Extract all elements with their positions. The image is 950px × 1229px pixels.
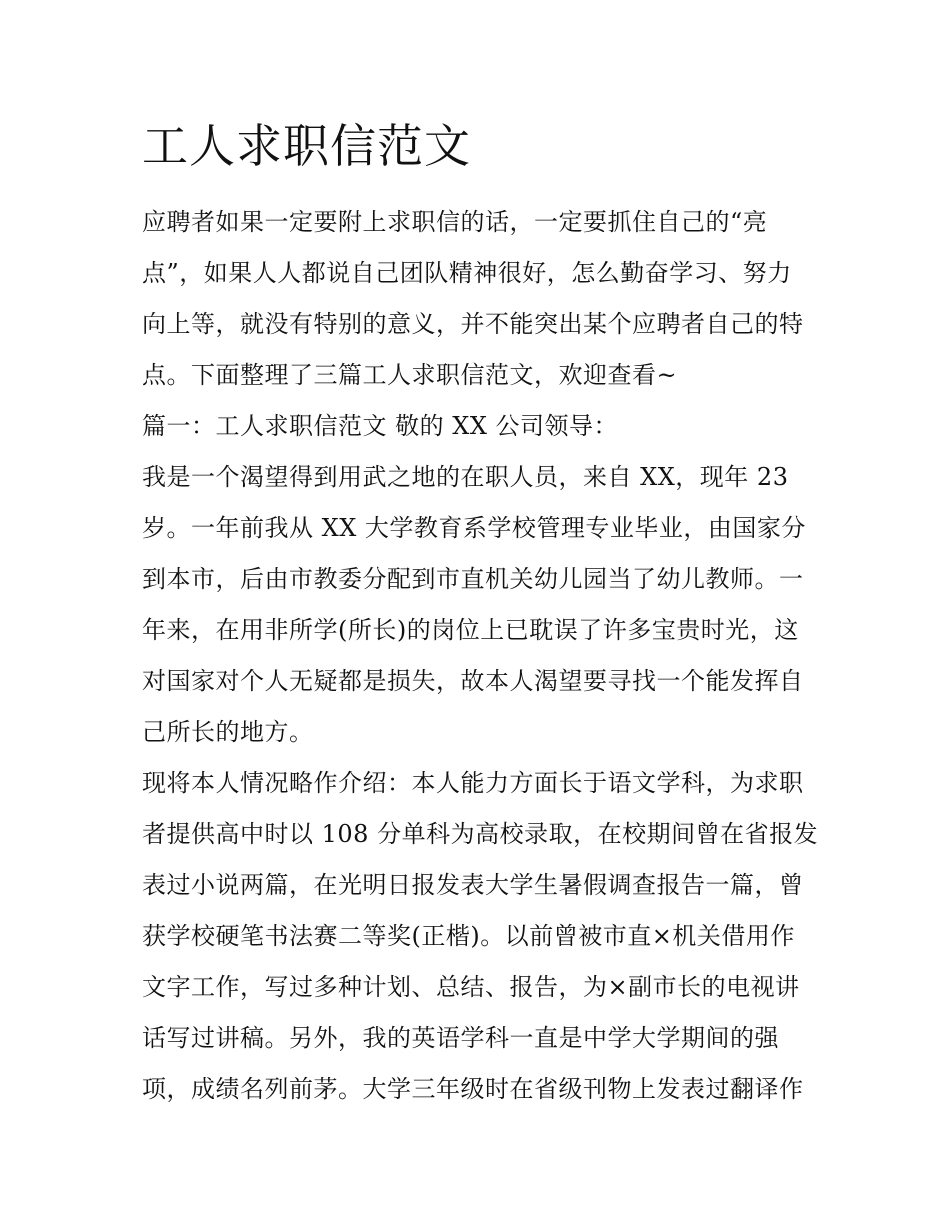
paragraph-line: 话写过讲稿。另外，我的英语学科一直是中学大学期间的强 (142, 1024, 779, 1052)
paragraph-line: 向上等，就没有特别的意义，并不能突出某个应聘者自己的特 (142, 310, 804, 338)
paragraph-line: 者提供高中时以 108 分单科为高校录取，在校期间曾在省报发 (142, 820, 819, 848)
paragraph-line: 我是一个渴望得到用武之地的在职人员，来自 XX，现年 23 (142, 463, 789, 491)
paragraph-line: 岁。一年前我从 XX 大学教育系学校管理专业毕业，由国家分 (142, 514, 806, 542)
paragraph-line: 年来，在用非所学(所长)的岗位上已耽误了许多宝贵时光，这 (142, 616, 799, 644)
paragraph-line: 应聘者如果一定要附上求职信的话，一定要抓住自己的“亮 (142, 208, 768, 236)
paragraph-line: 现将本人情况略作介绍：本人能力方面长于语文学科，为求职 (142, 769, 804, 797)
paragraph-line: 己所长的地方。 (142, 718, 314, 746)
paragraph-line: 项，成绩名列前茅。大学三年级时在省级刊物上发表过翻译作 (142, 1075, 804, 1103)
paragraph-line: 点。下面整理了三篇工人求职信范文，欢迎查看~ (142, 361, 678, 389)
paragraph-line: 对国家对个人无疑都是损失，故本人渴望要寻找一个能发挥自 (142, 667, 804, 695)
paragraph-line: 点”，如果人人都说自己团队精神很好，怎么勤奋学习、努力 (142, 259, 792, 287)
document-title: 工人求职信范文 (142, 119, 471, 173)
section-heading-line: 篇一：工人求职信范文 敬的 XX 公司领导： (142, 412, 619, 440)
paragraph-line: 表过小说两篇，在光明日报发表大学生暑假调查报告一篇，曾 (142, 871, 804, 899)
paragraph-line: 到本市，后由市教委分配到市直机关幼儿园当了幼儿教师。一 (142, 565, 804, 593)
paragraph-line: 文字工作，写过多种计划、总结、报告，为×副市长的电视讲 (142, 973, 800, 1001)
paragraph-line: 获学校硬笔书法赛二等奖(正楷)。以前曾被市直×机关借用作 (142, 922, 795, 950)
